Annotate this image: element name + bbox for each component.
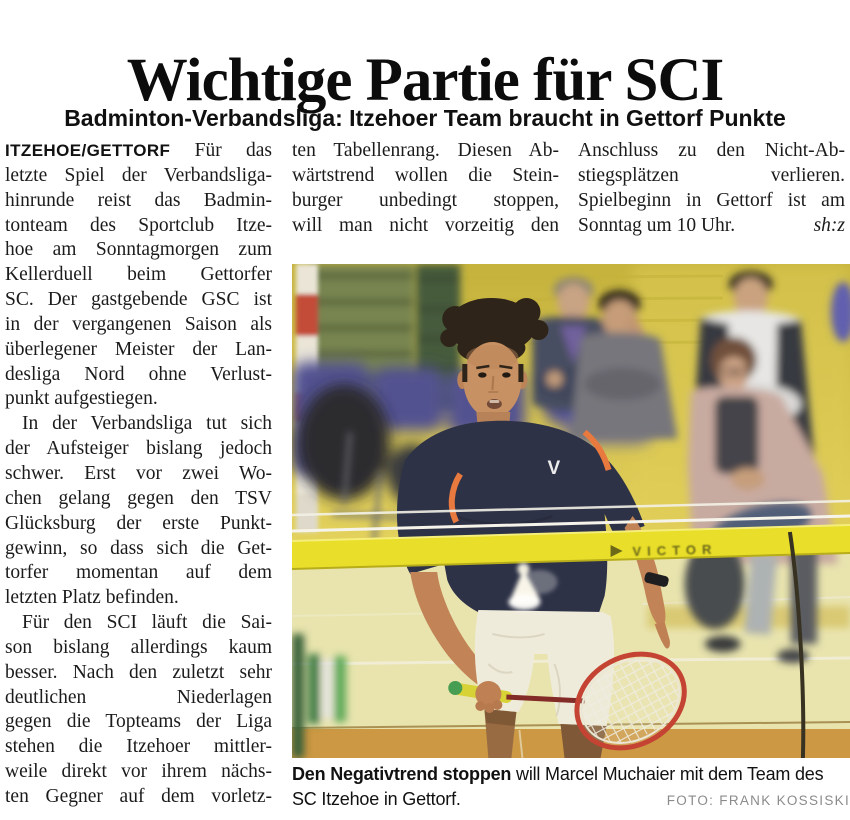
body-text-line: stehen die Itzehoer mittler- <box>5 736 272 758</box>
body-text-line: deutlichen Niederlagen <box>5 686 272 708</box>
body-text-line: Glücksburg der erste Punkt- <box>5 512 272 534</box>
body-text-line: hoe am Sonntagmorgen zum <box>5 239 272 261</box>
body-text-line: schwer. Erst vor zwei Wo- <box>5 462 272 484</box>
body-text-line <box>578 214 845 239</box>
body-text-line: Kellerduell beim Gettorfer <box>5 264 272 286</box>
net-tape-text: VICTOR <box>632 541 718 559</box>
text-column-3 <box>578 139 845 238</box>
body-text-line: gegen die Topteams der Liga <box>5 711 272 733</box>
caption-text-2: SC Itzehoe in Gettorf. <box>292 788 461 809</box>
body-text: Sonntag um 10 Uhr. <box>578 214 736 236</box>
author-signature: sh:z <box>813 214 845 236</box>
body-text-line: Spielbeginn in Gettorf ist am <box>578 189 845 211</box>
text-column-2 <box>292 139 559 238</box>
body-text-line: in der vergangenen Saison als <box>5 313 272 335</box>
body-text-line: besser. Nach den zuletzt sehr <box>5 661 272 683</box>
body-text-line: ten Gegner auf dem vorletz- <box>5 785 272 807</box>
body-text-line: Anschluss zu den Nicht-Ab- <box>578 140 845 161</box>
body-text-line: stiegsplätzen verlieren. <box>578 164 845 186</box>
photo-credit: FOTO: FRANK KOSSISKI <box>666 792 850 808</box>
photo-caption <box>292 762 850 813</box>
caption-line-2 <box>292 787 850 814</box>
body-text-line: punkt aufgestiegen. <box>5 388 158 410</box>
body-text-line: weile direkt vor ihrem nächs- <box>5 761 272 783</box>
body-text-line: hinrunde reist das Badmin- <box>5 189 272 211</box>
body-text-line: In der Verbandsliga tut sich <box>22 413 272 435</box>
photo-illustration <box>292 264 850 758</box>
body-text-line: Für den SCI läuft die Sai- <box>22 612 272 634</box>
shirt-logo: V <box>547 458 561 479</box>
caption-lead: Den Negativtrend stoppen <box>292 764 512 784</box>
article-subheadline: Badminton-Verbandsliga: Itzehoer Team braucht in Gettorf Punkte <box>64 105 786 132</box>
article-photo <box>292 264 850 758</box>
body-text-line: gewinn, so dass sich die Get- <box>5 537 272 559</box>
body-text-line: desliga Nord ohne Verlust- <box>5 363 272 385</box>
body-text-line: ten Tabellenrang. Diesen Ab- <box>292 140 559 161</box>
body-text-line: torfer momentan auf dem <box>5 562 272 584</box>
article-headline: Wichtige Partie für SCI <box>126 46 724 114</box>
caption-line-1 <box>292 762 850 787</box>
body-text-line: SC. Der gastgebende GSC ist <box>5 289 272 311</box>
body-text-line: letzten Platz befinden. <box>5 587 179 609</box>
body-text-line: will man nicht vorzeitig den <box>292 214 559 236</box>
caption-text: will Marcel Muchaier mit dem Team des <box>511 764 824 784</box>
body-text-line: tonteam des Sportclub Itze- <box>5 214 272 236</box>
body-text-line: ITZEHOE/GETTORF Für das <box>5 140 272 161</box>
body-text-line: chen gelang gegen den TSV <box>5 487 272 509</box>
body-text-line: wärtstrend wollen die Stein- <box>292 164 559 186</box>
body-text-line: burger unbedingt stoppen, <box>292 189 559 211</box>
body-text-line: der Aufsteiger bislang jedoch <box>5 438 272 460</box>
body-text-line: letzte Spiel der Verbandsliga- <box>5 164 272 186</box>
body-text-line: son bislang allerdings kaum <box>5 636 272 658</box>
dateline: ITZEHOE/GETTORF <box>5 141 171 160</box>
text-column-1 <box>5 139 272 810</box>
body-text-line: überlegener Meister der Lan- <box>5 338 272 360</box>
